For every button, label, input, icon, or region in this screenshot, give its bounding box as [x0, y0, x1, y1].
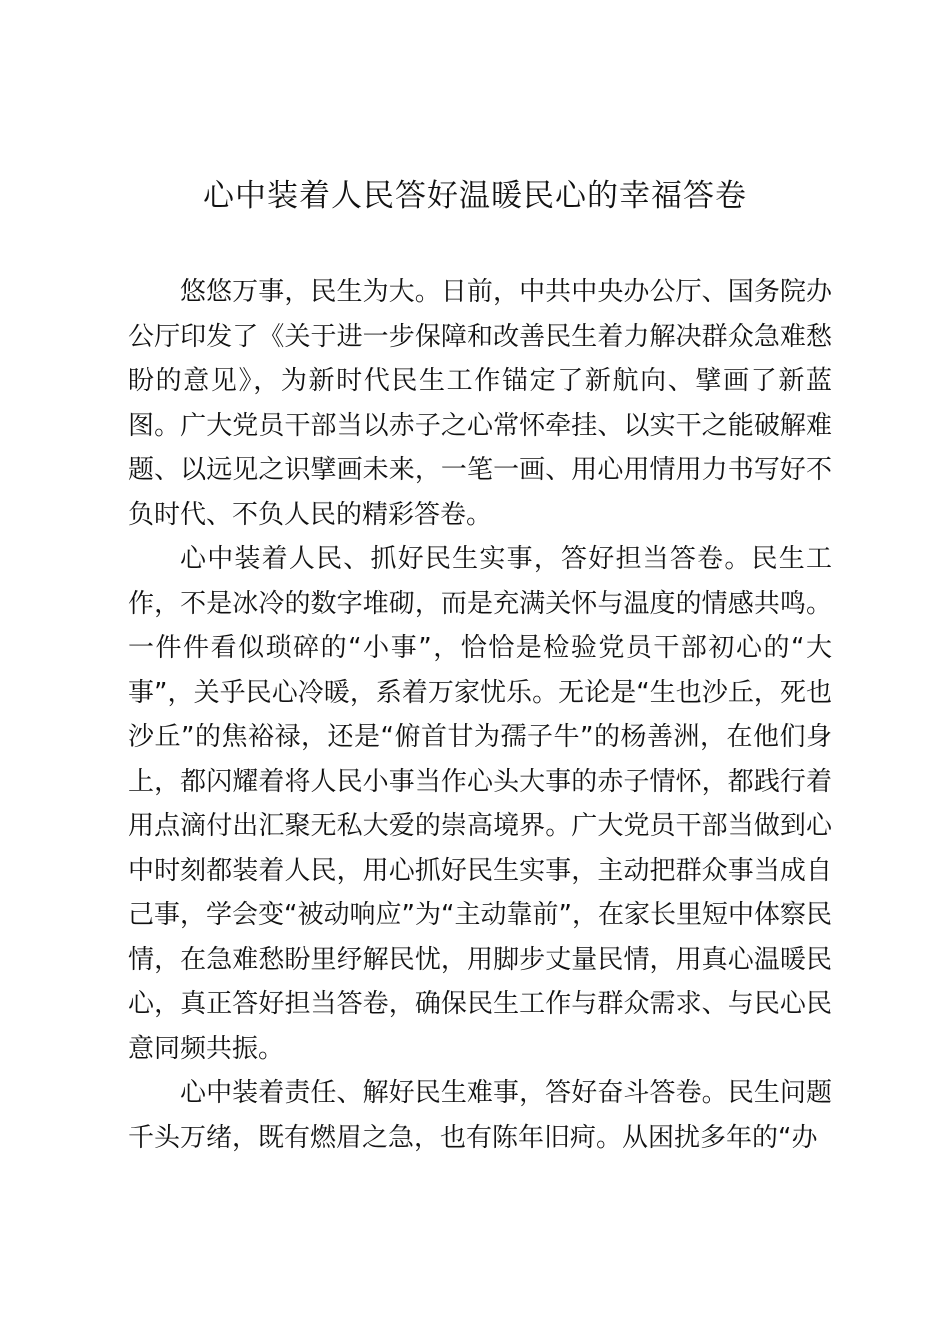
paragraph-3: 心中装着责任、解好民生难事，答好奋斗答卷。民生问题千头万绪，既有燃眉之急，也有陈年旧疴。从困扰多年的“办 [128, 1078, 832, 1153]
paragraph-2: 心中装着人民、抓好民生实事，答好担当答卷。民生工作，不是冰冷的数字堆砌，而是充满关怀与温度的情感共鸣。一件件看似琐碎的“小事”，恰恰是检验党员干部初心的“大事”，关乎民心冷暖，系着万家忧乐。无论是“生也沙丘，死也沙丘”的焦裕禄，还是“俯首甘为孺子牛”的杨善洲，在他们身上，都闪耀着将人民小事当作心头大事的赤子情怀，都践行着用点滴付出汇聚无私大爱的崇高境界。广大党员干部当做到心中时刻都装着人民，用心抓好民生实事，主动把群众事当成自己事，学会变“被动响应”为“主动靠前”，在家长里短中体察民情，在急难愁盼里纾解民忧，用脚步丈量民情，用真心温暖民心，真正答好担当答卷，确保民生工作与群众需求、与民心民意同频共振。 [128, 544, 832, 1064]
document-body [128, 270, 832, 1160]
document-title: 心中装着人民答好温暖民心的幸福答卷 [203, 178, 747, 214]
paragraph-1: 悠悠万事，民生为大。日前，中共中央办公厅、国务院办公厅印发了《关于进一步保障和改善民生着力解决群众急难愁盼的意见》，为新时代民生工作锚定了新航向、擘画了新蓝图。广大党员干部当以赤子之心常怀牵挂、以实干之能破解难题、以远见之识擘画未来，一笔一画、用心用情用力书写好不负时代、不负人民的精彩答卷。 [128, 277, 832, 530]
